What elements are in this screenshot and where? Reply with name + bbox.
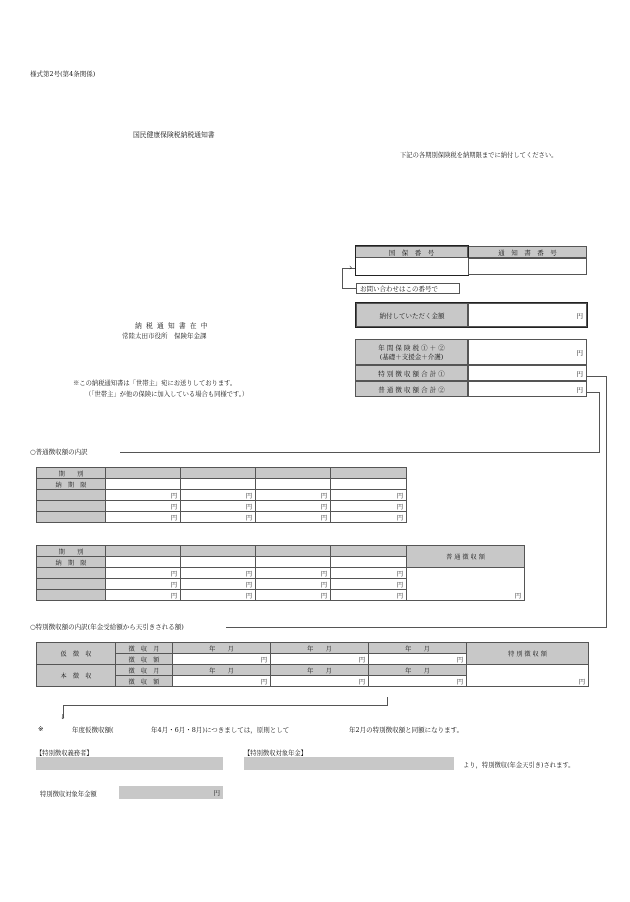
special-heading: ○特別徴収額の内訳(年金受給額から天引きされる額) — [30, 622, 187, 631]
inquiry-note: お問い合わせはこの番号で — [356, 283, 460, 294]
connector-line — [587, 376, 606, 377]
pension-field — [244, 757, 454, 770]
down-arrow-icon: ↓ — [60, 713, 66, 721]
connector-line — [599, 392, 600, 452]
notice-number-field — [468, 258, 587, 275]
ordinary-total-value: 円 — [468, 381, 587, 397]
pension-label: 【特別徴収対象年金】 — [244, 750, 307, 757]
special-amount-label: 特 別 徴 収 額 — [467, 643, 589, 665]
period-label: 期 別 — [37, 546, 106, 557]
ordinary-heading-rule — [120, 452, 600, 453]
deadline-label: 納 期 限 — [37, 479, 106, 490]
sender-line-1: 納 税 通 知 書 在 中 — [135, 322, 209, 330]
special-amount-value: 円 — [467, 665, 589, 687]
main-collection-label: 本 徴 収 — [37, 665, 116, 687]
special-table: 仮 徴 収 徴 収 月 年 月 年 月 年 月 特 別 徴 収 額 徴 収 額 円 円 円 本 徴 収 徴 収 月 年 月 年 月 年 月 円 徴 収 額 円 円 円 — [36, 642, 589, 687]
obligor-field — [36, 757, 223, 770]
ordinary-heading: ○普通徴収額の内訳 — [30, 447, 91, 456]
annual-tax-value: 円 — [468, 339, 587, 365]
provisional-label: 仮 徴 収 — [37, 643, 116, 665]
obligor-label: 【特別徴収義務者】 — [36, 750, 93, 757]
footer-sentence-1: 年度仮徴収額( — [72, 726, 114, 734]
arrow-line — [342, 268, 343, 289]
bracket-line — [387, 697, 388, 706]
footer-sentence-2: 年4月・6月・8月)につきましては，原則として — [151, 726, 290, 734]
instruction-text: 下記の各期別保険税を納期限までに納付してください。 — [400, 152, 558, 159]
deadline-label: 納 期 限 — [37, 557, 106, 568]
pension-amount-label: 特別徴収対象年金額 — [40, 791, 97, 798]
bracket-line — [63, 705, 387, 706]
footer-mark: ※ — [38, 725, 44, 733]
ordinary-amount-value: 円 — [407, 568, 525, 601]
document-title: 国民健康保険税納税通知書 — [133, 131, 215, 139]
special-total-label: 特 別 徴 収 額 合 計 ① — [355, 365, 468, 381]
payment-amount-value: 円 — [468, 303, 587, 327]
arrow-line — [342, 288, 356, 289]
ordinary-total-label: 普 通 徴 収 額 合 計 ② — [355, 381, 468, 397]
pension-amount-field: 円 — [119, 786, 223, 799]
connector-line — [587, 392, 599, 393]
payment-amount-frame — [355, 302, 588, 328]
form-number: 様式第2号(第4条関係) — [30, 70, 96, 78]
notice-number-header: 通 知 書 番 号 — [468, 246, 587, 258]
payment-amount-label: 納付していただく金額 — [356, 303, 468, 327]
sender-line-2: 常陸太田市役所 保険年金課 — [122, 332, 207, 340]
special-heading-rule — [226, 627, 607, 628]
special-total-value: 円 — [468, 365, 587, 381]
kokuho-number-header: 国 保 番 号 — [355, 246, 468, 258]
note-line-2: （「世帯主」が他の保険に加入している場合も同様です。） — [85, 391, 249, 398]
arrow-head-icon: › — [349, 263, 353, 272]
ordinary-table-1: 期 別 納 期 限 円 円 円 円 円 円 円 円 円 円 円 円 — [36, 467, 407, 523]
note-line-1: ※この納税通知書は「世帯主」宛にお送りしております。 — [73, 380, 237, 387]
period-label: 期 別 — [37, 468, 106, 479]
connector-line — [606, 376, 607, 628]
footer-sentence-3: 年2月の特別徴収額と同額になります。 — [349, 726, 464, 734]
kokuho-number-field — [355, 245, 469, 276]
ordinary-table-2: 期 別 普 通 徴 収 額 納 期 限 円 円 円 円 円 円 円 円 円 円 円 円 円 — [36, 545, 525, 601]
ordinary-amount-label: 普 通 徴 収 額 — [407, 546, 525, 568]
footer-suffix: より，特別徴収(年金天引き)されます。 — [463, 762, 575, 769]
annual-tax-label: 年 間 保 険 税 ① ＋ ② (基礎＋支援金＋介護) — [355, 339, 468, 365]
